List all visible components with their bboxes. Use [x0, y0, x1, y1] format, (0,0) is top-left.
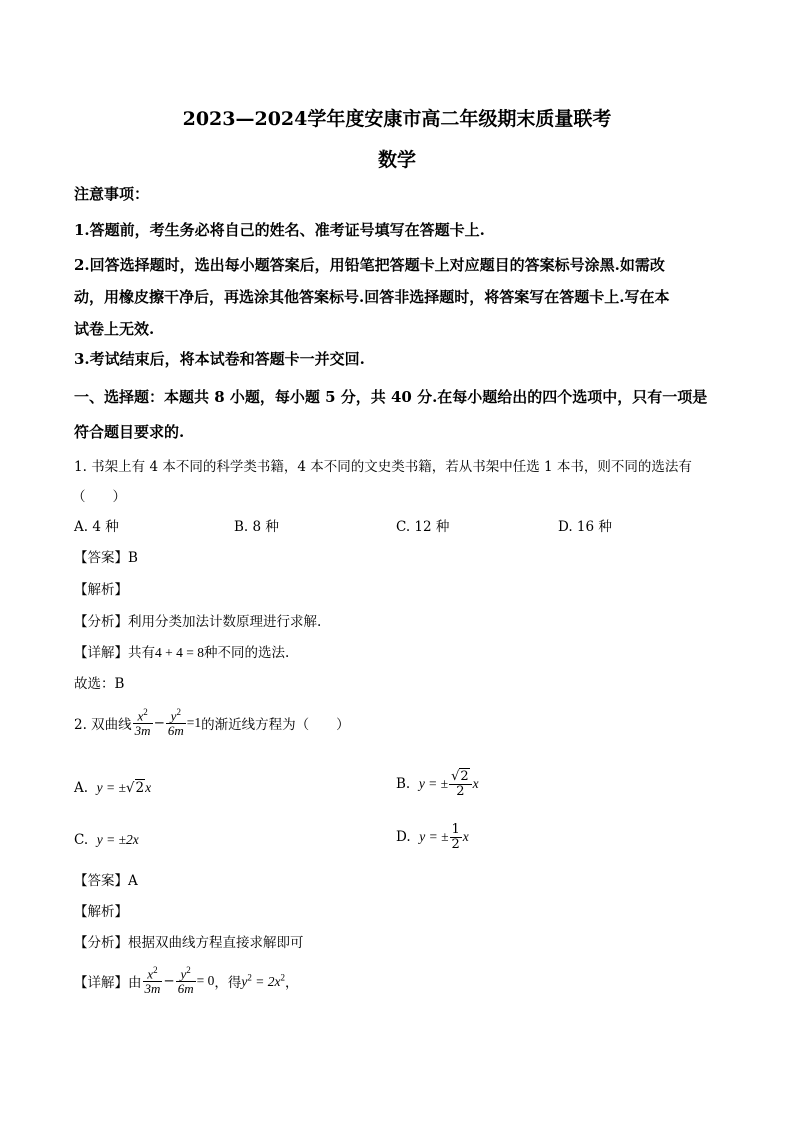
q1-detail-expr: 4 + 4 = 8 — [155, 645, 204, 660]
q2-option-a-var: x — [145, 780, 152, 795]
section-1-line-2: 符合题目要求的. — [74, 423, 185, 441]
q2-option-b — [396, 770, 479, 798]
q1-detail — [74, 641, 289, 661]
q2-detail-frac-x-var: x — [147, 966, 154, 982]
q2-stem-post: 的渐近线方程为（ ） — [201, 716, 350, 733]
q2-frac-x-den: 3m — [134, 722, 151, 738]
q2-option-d — [396, 823, 469, 851]
q2-option-a-expr: y = ± — [96, 780, 126, 795]
q2-eq-one: =1 — [186, 714, 202, 730]
notes-item-2-line-3: 试卷上无效. — [74, 320, 155, 338]
q1-option-d: D. 16 种 — [558, 519, 612, 535]
q2-option-b-var: x — [472, 776, 479, 792]
q2-detail-frac-y — [176, 966, 196, 996]
q2-answer — [74, 869, 138, 889]
q2-detail-result-rhs: = 2x — [251, 973, 281, 989]
notes-item-2-line-2: 动，用橡皮擦干净后，再选涂其他答案标号.回答非选择题时，将答案写在答题卡上.写在本 — [74, 288, 670, 306]
q2-frac-y — [166, 708, 186, 738]
q1-detail-post: 种不同的选法. — [203, 645, 290, 661]
q2-analysis-tag: 【解析】 — [74, 904, 128, 920]
q2-option-d-var: x — [462, 829, 469, 845]
q1-fenxi — [74, 610, 321, 630]
q1-detail-tag: 【详解】 — [74, 645, 128, 661]
q2-detail-tag: 【详解】 — [74, 974, 128, 991]
q2-detail-end: ， — [284, 974, 299, 991]
q2-detail — [74, 966, 298, 996]
q2-option-d-num: 1 — [451, 822, 460, 837]
q2-option-b-rad: 2 — [460, 769, 469, 784]
q1-fenxi-text: 利用分类加法计数原理进行求解. — [128, 614, 322, 630]
q2-frac-y-exp: 2 — [176, 707, 181, 717]
q1-option-c: C. 12 种 — [396, 519, 450, 535]
q1-option-a: A. 4 种 — [74, 519, 119, 535]
section-1-line-1: 一、选择题：本题共 8 小题，每小题 5 分，共 40 分.在每小题给出的四个选项中，只有一项是 — [74, 388, 708, 406]
q2-option-b-frac: $\frac{√2}{2}$ — [449, 770, 472, 798]
notes-item-2-line-1: 2.回答选择题时，选出每小题答案后，用铅笔把答题卡上对应题目的答案标号涂黑.如需改 — [74, 256, 665, 274]
q1-option-b: B. 8 种 — [234, 519, 279, 535]
q2-fenxi — [74, 931, 304, 951]
q2-option-d-expr: y = ± — [419, 829, 449, 845]
q2-option-d-label: D. — [396, 829, 411, 846]
q2-detail-frac-y-var: y — [180, 966, 187, 982]
q1-detail-pre: 共有 — [128, 645, 155, 661]
q1-analysis-tag: 【解析】 — [74, 582, 128, 598]
q2-detail-frac-x-den: 3m — [144, 980, 161, 996]
notes-item-1: 1.答题前，考生务必将自己的姓名、准考证号填写在答题卡上. — [74, 221, 485, 239]
q2-detail-result-y: y — [241, 973, 248, 989]
q2-frac-x-var: x — [137, 708, 144, 724]
q2-detail-result — [241, 974, 285, 989]
q2-option-b-expr: y = ± — [418, 776, 449, 792]
q2-fenxi-text: 根据双曲线方程直接求解即可 — [128, 935, 304, 951]
q2-detail-frac-x — [143, 966, 163, 996]
q2-detail-result-x-exp: 2 — [280, 972, 285, 983]
q1-blank: （ ） — [72, 489, 126, 505]
q2-option-a-sqrt: √2 — [125, 780, 145, 796]
q1-answer-value: B — [128, 550, 138, 566]
q2-option-b-den: 2 — [456, 783, 465, 799]
q1-conclusion: 故选：B — [74, 676, 125, 692]
q2-answer-tag: 【答案】 — [74, 873, 128, 889]
q2-option-b-label: B. — [396, 776, 411, 793]
q2-frac-y-var: y — [170, 708, 177, 724]
q1-answer-tag: 【答案】 — [74, 550, 128, 566]
q2-option-c-expr: y = ±2x — [96, 832, 139, 847]
q2-option-a-label: A. — [74, 780, 89, 796]
q2-option-d-den: 2 — [451, 836, 460, 852]
q2-detail-mid: ，得 — [214, 974, 242, 991]
q2-answer-value: A — [128, 873, 138, 889]
q2-detail-frac-y-den: 6m — [177, 980, 194, 996]
q2-option-a — [74, 780, 151, 796]
q1-fenxi-tag: 【分析】 — [74, 614, 128, 630]
q1-answer — [74, 546, 138, 566]
q2-stem-pre: 2. 双曲线 — [74, 716, 132, 733]
q2-option-c-label: C. — [74, 832, 89, 848]
q2-option-d-frac — [450, 823, 462, 851]
q2-detail-frac-x-exp: 2 — [153, 965, 158, 975]
q2-stem — [74, 708, 350, 738]
q2-frac-y-den: 6m — [167, 722, 184, 738]
page-title: 2023—2024学年度安康市高二年级期末质量联考 — [182, 108, 612, 130]
subject-title: 数学 — [377, 149, 416, 171]
q2-option-c — [74, 832, 139, 848]
q2-detail-pre: 由 — [128, 974, 142, 991]
notes-item-3: 3.考试结束后，将本试卷和答题卡一并交回. — [74, 350, 365, 368]
q2-frac-x — [133, 708, 153, 738]
q2-minus: − — [153, 714, 165, 731]
q2-detail-minus: − — [163, 972, 175, 989]
q2-detail-eq-zero: = 0 — [196, 972, 215, 988]
q1-stem: 1. 书架上有 4 本不同的科学类书籍，4 本不同的文史类书籍，若从书架中任选 1 本书，则不同的选法有 — [74, 459, 692, 475]
q2-detail-result-y-exp: 2 — [247, 972, 252, 983]
q2-frac-x-exp: 2 — [143, 707, 148, 717]
notes-heading: 注意事项： — [74, 185, 150, 203]
q2-fenxi-tag: 【分析】 — [74, 935, 128, 951]
q2-option-a-rad: 2 — [135, 780, 145, 796]
q2-detail-frac-y-exp: 2 — [186, 965, 191, 975]
